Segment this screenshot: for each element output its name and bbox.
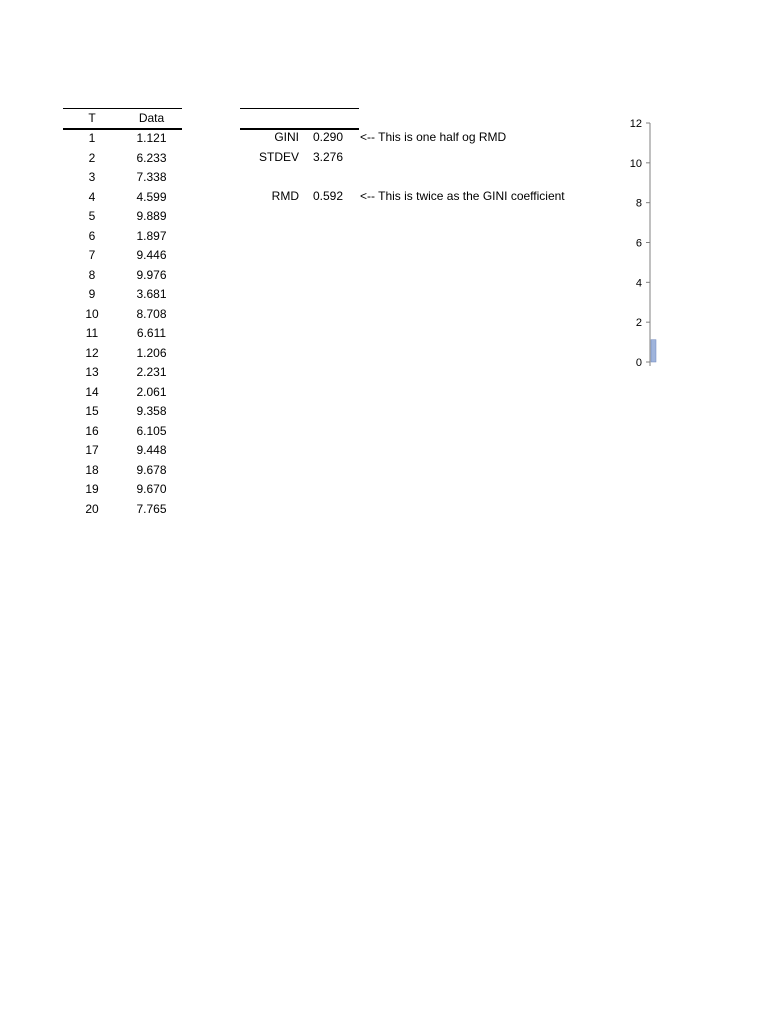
table-row	[63, 441, 182, 461]
cell-data: 6.105	[136, 423, 167, 438]
cell-data: 9.358	[136, 404, 167, 418]
header-data: Data	[138, 111, 165, 125]
stats-top-rule	[240, 108, 359, 109]
cell-t: 3	[88, 170, 96, 184]
cell-t: 17	[85, 443, 99, 457]
table-row	[63, 285, 182, 305]
table-row	[63, 207, 182, 227]
stats-block	[240, 108, 620, 218]
cell-t: 11	[85, 326, 99, 340]
header-t: T	[88, 111, 96, 125]
cell-data: 4.599	[136, 189, 167, 204]
table-row	[63, 227, 182, 247]
cell-data: 8.708	[136, 306, 167, 321]
cell-data: 2.231	[136, 365, 167, 379]
table-row	[63, 383, 182, 403]
stdev-value: 3.276	[313, 149, 344, 164]
table-row	[63, 168, 182, 188]
cell-data: 6.611	[136, 326, 167, 340]
cell-t: 8	[88, 267, 96, 282]
cell-data: 9.678	[136, 462, 167, 477]
y-tick-label: 6	[635, 237, 642, 250]
cell-t: 10	[85, 306, 99, 321]
bar-chart-svg	[612, 110, 668, 380]
y-tick-label: 0	[635, 357, 642, 369]
y-tick-label: 8	[635, 197, 642, 210]
cell-t: 5	[88, 209, 96, 223]
cell-t: 2	[88, 150, 96, 165]
cell-t: 7	[88, 248, 96, 262]
cell-t: 19	[85, 482, 99, 496]
table-row	[63, 129, 182, 149]
y-tick-label: 10	[629, 157, 642, 170]
table-row	[63, 461, 182, 481]
y-tick-label: 12	[629, 118, 642, 130]
y-tick-label: 4	[635, 277, 642, 290]
cell-t: 9	[88, 287, 96, 301]
cell-data: 9.976	[136, 267, 167, 282]
table-row	[63, 500, 182, 520]
gini-label: GINI	[274, 130, 299, 144]
cell-data: 7.765	[136, 501, 167, 516]
cell-t: 16	[85, 423, 99, 438]
cell-data: 9.670	[136, 482, 167, 496]
gini-value: 0.290	[313, 130, 344, 144]
cell-t: 6	[88, 228, 96, 243]
table-header-row	[63, 109, 182, 129]
table-row	[63, 149, 182, 169]
table-row	[63, 266, 182, 286]
cell-t: 15	[85, 404, 99, 418]
rmd-value: 0.592	[313, 189, 344, 203]
cell-t: 4	[88, 189, 96, 204]
cell-data: 9.448	[136, 443, 167, 457]
table-row	[63, 324, 182, 344]
table-row	[63, 480, 182, 500]
table-row	[63, 363, 182, 383]
table-row	[63, 188, 182, 208]
table-row	[63, 344, 182, 364]
cell-t: 14	[85, 384, 99, 399]
chart-bar	[651, 340, 656, 362]
stdev-label: STDEV	[258, 149, 299, 164]
cell-data: 6.233	[136, 150, 167, 165]
y-tick-label: 2	[635, 317, 642, 330]
table-row	[63, 305, 182, 325]
table-row	[63, 402, 182, 422]
cell-data: 1.206	[136, 345, 167, 360]
table-row	[63, 246, 182, 266]
cell-data: 3.681	[136, 287, 167, 301]
cell-data: 1.121	[136, 131, 167, 145]
cell-data: 1.897	[136, 228, 167, 243]
cell-t: 12	[85, 345, 99, 360]
cell-data: 7.338	[136, 170, 167, 184]
cell-t: 1	[88, 131, 96, 145]
rmd-label: RMD	[271, 189, 299, 203]
cell-t: 13	[85, 365, 99, 379]
bar-chart	[612, 110, 668, 380]
table-row	[63, 422, 182, 442]
cell-t: 18	[85, 462, 99, 477]
cell-data: 9.889	[136, 209, 167, 223]
cell-t: 20	[85, 501, 99, 516]
gini-note: <-- This is one half og RMD	[360, 130, 507, 144]
rmd-note: <-- This is twice as the GINI coefficient	[360, 189, 565, 203]
cell-data: 2.061	[136, 384, 167, 399]
cell-data: 9.446	[136, 248, 167, 262]
